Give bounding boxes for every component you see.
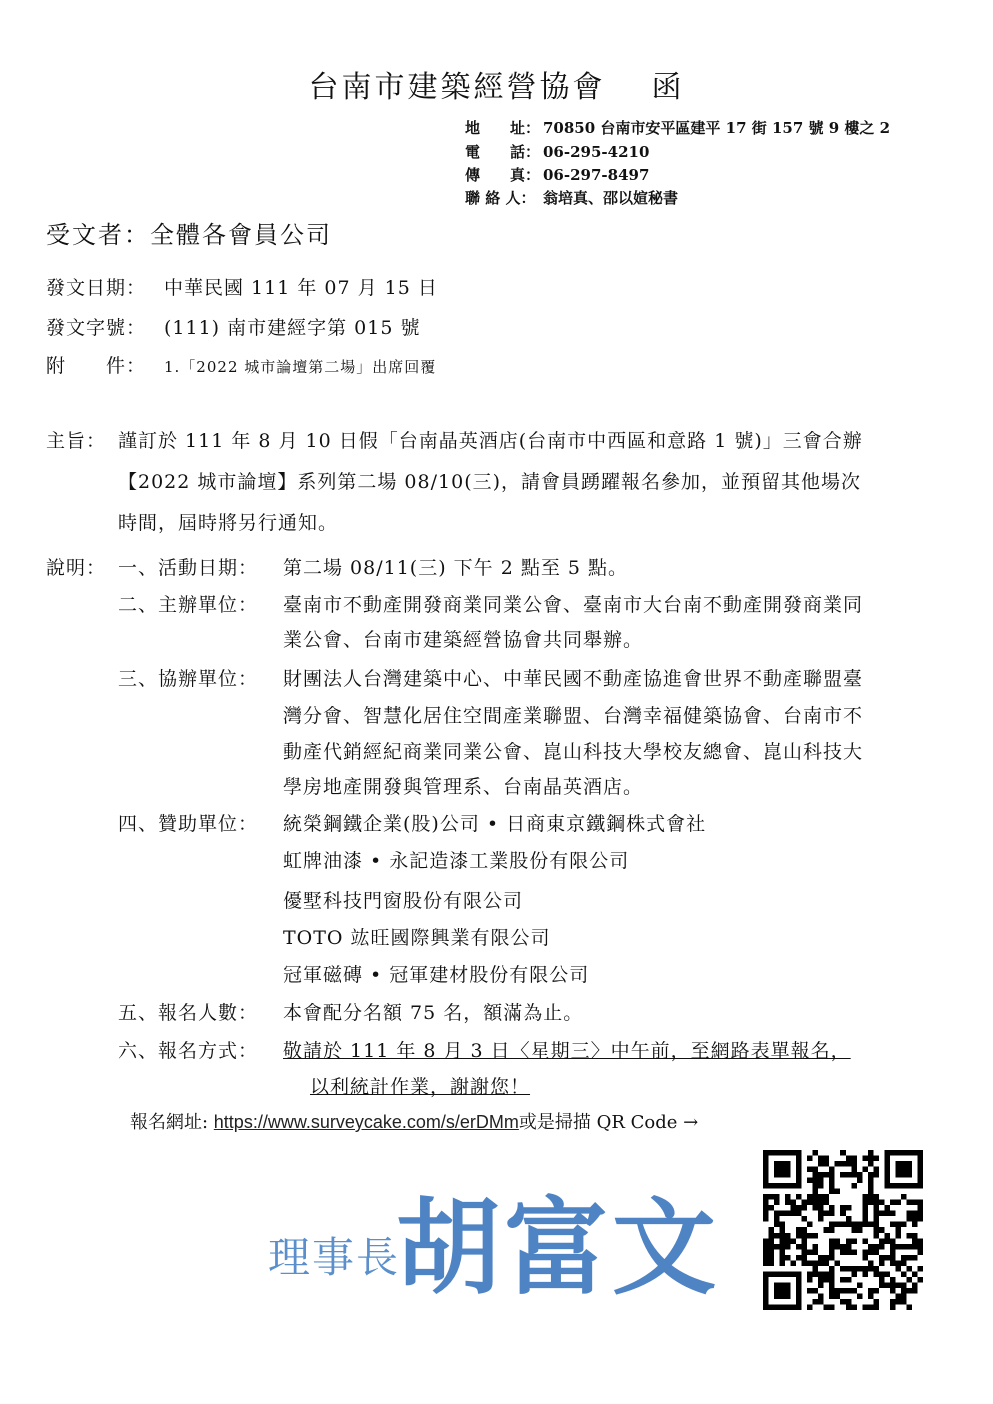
qr-code[interactable] bbox=[763, 1150, 923, 1310]
registration-suffix: 或是掃描 QR Code → bbox=[518, 1112, 699, 1133]
svg-text:理事長: 理事長 bbox=[268, 1233, 401, 1282]
chairman-signature-seal bbox=[268, 1172, 721, 1312]
explanation-label: 說明： bbox=[46, 557, 107, 579]
item-label: 三、協辦單位： bbox=[118, 668, 259, 690]
item-line: 臺南市不動產開發商業同業公會、臺南市大台南不動產開發商業同 bbox=[283, 594, 864, 616]
contact-address bbox=[465, 117, 890, 138]
attachment-label: 附 件： bbox=[46, 355, 147, 377]
item-line: 第二場 08/11(三) 下午 2 點至 5 點。 bbox=[283, 557, 628, 579]
registration-label: 報名網址: bbox=[130, 1112, 214, 1133]
item-line: 統榮鋼鐵企業(股)公司 • 日商東京鐵鋼株式會社 bbox=[283, 813, 707, 835]
contact-value: 翁培真、邵以媗秘書 bbox=[543, 189, 679, 207]
item-line: 以利統計作業，謝謝您！ bbox=[310, 1076, 531, 1098]
subject-line: 時間，屆時將另行通知。 bbox=[118, 512, 339, 534]
document-number-value: (111) 南市建經字第 015 號 bbox=[164, 317, 421, 339]
contact-value: 70850 台南市安平區建平 17 街 157 號 9 樓之 2 bbox=[543, 119, 891, 137]
item-line: 優墅科技門窗股份有限公司 bbox=[283, 890, 524, 912]
contact-value: 06-295-4210 bbox=[543, 143, 650, 161]
subject-label: 主旨： bbox=[46, 430, 107, 452]
item-label: 四、贊助單位： bbox=[118, 813, 259, 835]
attachment bbox=[46, 351, 436, 378]
item-line: 灣分會、智慧化居住空間產業聯盟、台灣幸福健築協會、台南市不 bbox=[283, 705, 864, 727]
attachment-value: 1.「2022 城市論壇第二場」出席回覆 bbox=[164, 358, 437, 376]
item-line: 虹牌油漆 • 永記造漆工業股份有限公司 bbox=[283, 850, 630, 872]
item-label: 六、報名方式： bbox=[118, 1040, 259, 1062]
contact-person bbox=[465, 187, 678, 208]
contact-label: 傳 真： bbox=[465, 166, 541, 184]
registration-link[interactable]: https://www.surveycake.com/s/erDMm bbox=[213, 1112, 519, 1132]
issue-date-label: 發文日期： bbox=[46, 277, 147, 299]
contact-fax bbox=[465, 164, 649, 185]
item-label: 二、主辦單位： bbox=[118, 594, 259, 616]
contact-value: 06-297-8497 bbox=[543, 166, 650, 184]
contact-label: 聯 絡 人： bbox=[465, 189, 536, 207]
subject-line: 【2022 城市論壇】系列第二場 08/10(三)，請會員踴躍報名參加，並預留其他場次 bbox=[118, 471, 862, 493]
item-label: 一、活動日期： bbox=[118, 557, 259, 579]
page-title bbox=[0, 62, 993, 106]
recipient: 受文者：全體各會員公司 bbox=[46, 221, 332, 249]
item-label: 五、報名人數： bbox=[118, 1002, 259, 1024]
document-number-label: 發文字號： bbox=[46, 317, 147, 339]
issue-date-value: 中華民國 111 年 07 月 15 日 bbox=[164, 277, 438, 299]
item-line: 財團法人台灣建築中心、中華民國不動產協進會世界不動產聯盟臺 bbox=[283, 668, 864, 690]
contact-label: 地 址： bbox=[465, 119, 541, 137]
registration-line bbox=[130, 1108, 698, 1134]
item-line: 冠軍磁磚 • 冠軍建材股份有限公司 bbox=[283, 964, 590, 986]
item-line: 敬請於 111 年 8 月 3 日〈星期三〉中午前，至網路表單報名， bbox=[283, 1040, 851, 1062]
item-line: TOTO 竑旺國際興業有限公司 bbox=[283, 927, 551, 949]
org-title: 台南市建築經營協會 bbox=[308, 70, 606, 105]
document-number bbox=[46, 313, 420, 340]
item-line: 學房地產開發與管理系、台南晶英酒店。 bbox=[283, 776, 644, 798]
item-line: 業公會、台南市建築經營協會共同舉辦。 bbox=[283, 629, 644, 651]
svg-text:胡富文: 胡富文 bbox=[396, 1186, 721, 1309]
item-line: 動產代銷經紀商業同業公會、崑山科技大學校友總會、崑山科技大 bbox=[283, 741, 864, 763]
contact-phone bbox=[465, 141, 649, 162]
issue-date bbox=[46, 273, 438, 300]
contact-label: 電 話： bbox=[465, 143, 541, 161]
subject-line: 謹訂於 111 年 8 月 10 日假「台南晶英酒店(台南市中西區和意路 1 號)」三會合辦 bbox=[118, 430, 863, 452]
item-line: 本會配分名額 75 名，額滿為止。 bbox=[283, 1002, 584, 1024]
doc-type: 函 bbox=[651, 70, 685, 105]
